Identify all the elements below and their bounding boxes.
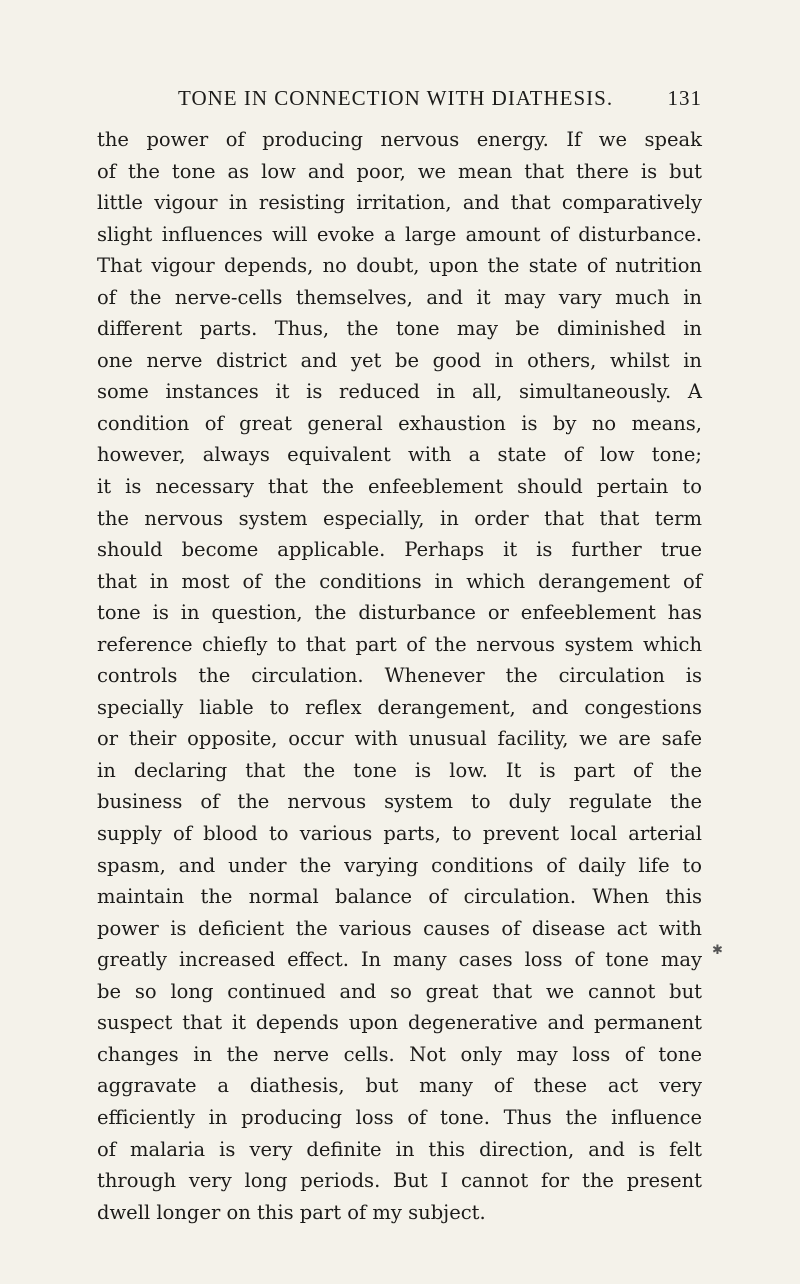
text-line: it is necessary that the enfeeblement should pertain to: [97, 475, 702, 499]
text-line: spasm, and under the varying conditions of daily life to: [97, 853, 702, 877]
text-line: or their opposite, occur with unusual facility, we are safe: [97, 727, 702, 751]
text-line: be so long continued and so great that we cannot but: [97, 979, 702, 1003]
text-line: maintain the normal balance of circulation. When this: [97, 885, 702, 909]
text-line: of the nerve-cells themselves, and it may vary much in: [97, 285, 702, 309]
text-line: controls the circulation. Whenever the circulation is: [97, 664, 702, 688]
text-line: that in most of the conditions in which derangement of: [97, 569, 702, 593]
text-line: different parts. Thus, the tone may be diminished in: [97, 317, 702, 341]
text-line: efficiently in producing loss of tone. Thus the influence: [97, 1105, 702, 1129]
text-line: however, always equivalent with a state of low tone;: [97, 443, 702, 467]
text-line: of malaria is very definite in this direction, and is felt: [97, 1137, 702, 1161]
text-line: suspect that it depends upon degenerative and permanent: [97, 1011, 702, 1035]
text-line: through very long periods. But I cannot for the present: [97, 1169, 702, 1193]
text-line: aggravate a diathesis, but many of these act very: [97, 1074, 702, 1098]
text-line: should become applicable. Perhaps it is further true: [97, 538, 702, 562]
text-line: supply of blood to various parts, to prevent local arterial: [97, 822, 702, 846]
text-line: in declaring that the tone is low. It is part of the: [97, 758, 702, 782]
running-header: [178, 86, 702, 116]
text-line: the nervous system especially, in order that that term: [97, 506, 702, 530]
text-line: slight influences will evoke a large amount of disturbance.: [97, 222, 702, 246]
text-line: That vigour depends, no doubt, upon the state of nutrition: [97, 254, 702, 278]
text-line: little vigour in resisting irritation, and that comparatively: [97, 191, 702, 215]
text-line: some instances it is reduced in all, simultaneously. A: [97, 380, 702, 404]
text-line: greatly increased effect. In many cases loss of tone may: [97, 948, 702, 972]
text-line: one nerve district and yet be good in others, whilst in: [97, 348, 702, 372]
page-number: 131: [667, 86, 702, 110]
text-line: condition of great general exhaustion is by no means,: [97, 411, 702, 435]
running-title: TONE IN CONNECTION WITH DIATHESIS.: [178, 86, 614, 110]
text-line: dwell longer on this part of my subject.: [97, 1200, 486, 1224]
text-line: business of the nervous system to duly regulate the: [97, 790, 702, 814]
text-line: specially liable to reflex derangement, and congestions: [97, 695, 702, 719]
body-text: [97, 124, 702, 1228]
text-line: reference chiefly to that part of the nervous system which: [97, 632, 702, 656]
printer-mark-icon: ✱: [712, 943, 723, 958]
text-line: the power of producing nervous energy. If we speak: [97, 128, 702, 151]
text-line: of the tone as low and poor, we mean that there is but: [97, 159, 702, 183]
text-line: power is deficient the various causes of disease act with: [97, 916, 702, 940]
text-line: tone is in question, the disturbance or enfeeblement has: [97, 601, 702, 625]
text-line: changes in the nerve cells. Not only may loss of tone: [97, 1042, 702, 1066]
